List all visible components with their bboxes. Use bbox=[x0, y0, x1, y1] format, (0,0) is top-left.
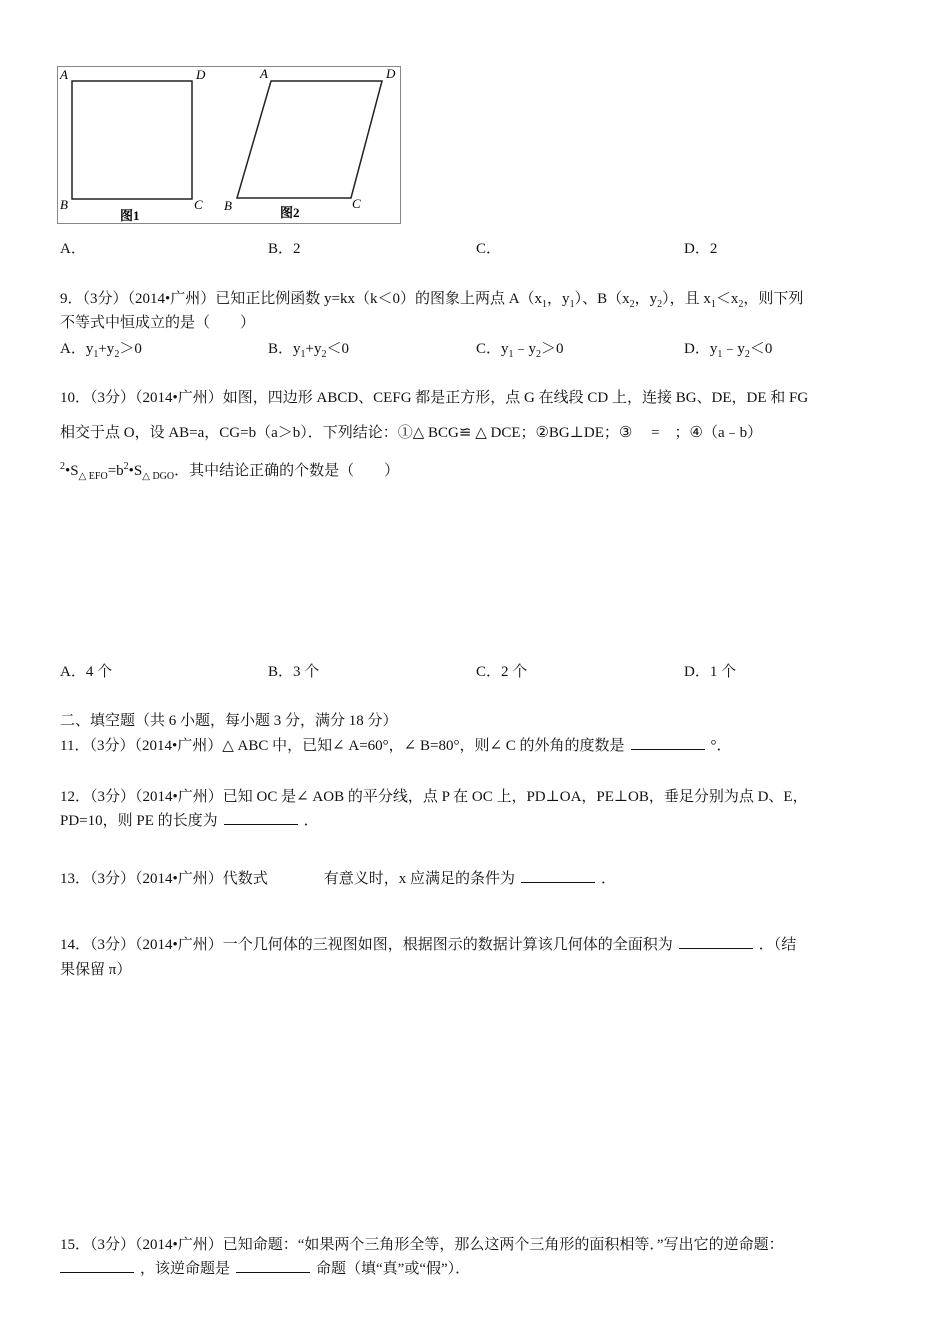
q9-stem-line1: 9．（3分）（2014•广州）已知正比例函数 y=kx（k＜0）的图象上两点 $A(x_1$，$y_1$）、$B(x_2$，$y_2$），且 $x_1<x_2$，则下列 bbox=[60, 291, 804, 310]
q13-answer-blank[interactable] bbox=[521, 868, 595, 883]
q14-stem-line1: 14．（3分）（2014•广州）一个几何体的三视图如图，根据图示的数据计算该几何体的全面积为 ．（结 bbox=[60, 933, 796, 954]
figure-squares-parallelogram bbox=[57, 66, 401, 224]
fig2-label-c: C bbox=[352, 196, 361, 211]
fig1-caption: 图1 bbox=[120, 208, 140, 223]
fig2-label-a: A bbox=[260, 67, 268, 81]
q10-option-a: A．4 个 bbox=[60, 664, 113, 680]
q12-stem-line1: 12．（3分）（2014•广州）已知 OC 是∠ AOB 的平分线，点 P 在 OC 上，PD⊥OA，PE⊥OB，垂足分别为点 D、E， bbox=[60, 789, 808, 805]
q14-stem-line2: 果保留 π） bbox=[60, 962, 132, 978]
q10-stem-line2: 相交于点 O，设 AB=a，CG=b（a＞b）．下列结论：①△ BCG≌ △ DCE；②BG⊥DE；③ = ；④（a﹣b） bbox=[60, 425, 763, 441]
fig2-label-d: D bbox=[386, 67, 396, 81]
q10-stem-line3: $^2•S_{\triangle EFO}=b^2•S_{\triangle DGO}$．其中结论正确的个数是（ ） bbox=[60, 461, 400, 482]
q9-stem-line2: 不等式中恒成立的是（ ） bbox=[60, 315, 256, 331]
q15-answer-blank-1[interactable] bbox=[60, 1258, 134, 1273]
section2-title: 二、填空题（共 6 小题，每小题 3 分，满分 18 分） bbox=[60, 713, 398, 729]
q11-answer-blank[interactable] bbox=[631, 735, 705, 750]
q12-answer-blank[interactable] bbox=[224, 810, 298, 825]
q9-option-b: B．$y_1+y_2<0$ bbox=[268, 341, 349, 360]
figure-svg bbox=[58, 67, 400, 223]
fig2-parallelogram bbox=[237, 81, 382, 198]
q8-option-b: B．2 bbox=[268, 241, 301, 257]
q14-answer-blank[interactable] bbox=[679, 934, 753, 949]
q8-option-a: A． bbox=[60, 241, 86, 257]
fig1-square bbox=[72, 81, 192, 199]
q11-text: 11．（3分）（2014•广州）△ ABC 中，已知∠ A=60°，∠ B=80°，则∠ C 的外角的度数是 °． bbox=[60, 734, 732, 755]
q15-answer-blank-2[interactable] bbox=[236, 1258, 310, 1273]
q10-stem-line1: 10．（3分）（2014•广州）如图，四边形 ABCD、CEFG 都是正方形，点 G 在线段 CD 上，连接 BG、DE，DE 和 FG bbox=[60, 390, 809, 406]
q12-stem-line2: PD=10，则 PE 的长度为 ． bbox=[60, 809, 319, 830]
q10-option-c: C．2 个 bbox=[476, 664, 528, 680]
fig1-label-c: C bbox=[194, 197, 203, 212]
q10-option-b: B．3 个 bbox=[268, 664, 320, 680]
fig2-label-b: B bbox=[224, 198, 232, 213]
q9-option-a: A．$y_1+y_2>0$ bbox=[60, 341, 142, 360]
q10-option-d: D．1 个 bbox=[684, 664, 737, 680]
fig1-label-b: B bbox=[60, 197, 68, 212]
q8-option-d: D．2 bbox=[684, 241, 718, 257]
q8-option-c: C． bbox=[476, 241, 502, 257]
fig1-label-a: A bbox=[60, 67, 68, 82]
q15-stem-line1: 15．（3分）（2014•广州）已知命题：“如果两个三角形全等，那么这两个三角形的面积相等．”写出它的逆命题： bbox=[60, 1237, 784, 1253]
q15-stem-line2: ，该逆命题是 命题（填“真”或“假”）． bbox=[54, 1257, 470, 1278]
q9-option-c: C．$y_1﹣y_2>0$ bbox=[476, 341, 564, 360]
q9-option-d: D．$y_1﹣y_2<0$ bbox=[684, 341, 773, 360]
fig1-label-d: D bbox=[196, 67, 206, 82]
q13-text: 13．（3分）（2014•广州）代数式 有意义时，x 应满足的条件为 ． bbox=[60, 867, 616, 888]
fig2-caption: 图2 bbox=[280, 205, 300, 220]
